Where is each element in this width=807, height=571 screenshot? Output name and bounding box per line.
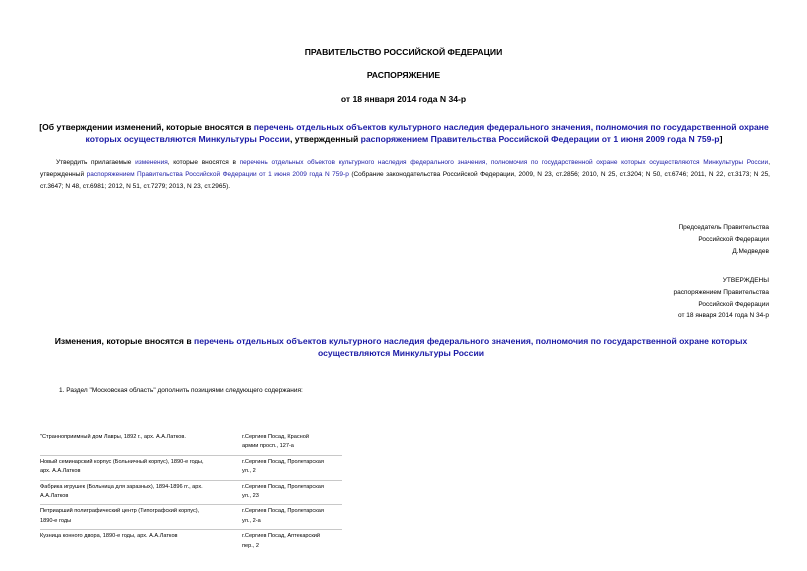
object-name-cell: [40, 455, 242, 480]
object-address-line-1: г.Сергиев Посад, Красной: [242, 434, 309, 440]
object-address-line-1: г.Сергиев Посад, Пролетарская: [242, 508, 324, 515]
approved-line-1: УТВЕРЖДЕНЫ: [722, 277, 769, 284]
object-address-cell: [242, 530, 342, 554]
changes-title-link[interactable]: перечень отдельных объектов культурного наследия федерального значения, полномочия по государственной охране которых осуществляются Минкультуры России: [194, 336, 748, 359]
object-name-cell: [40, 530, 242, 554]
table-row: [40, 433, 342, 455]
object-name: Фабрика игрушек (Больница для заразных), 1894-1896 гг., арх.: [40, 483, 203, 490]
object-address-line-2: армии просп., 127-а: [242, 443, 294, 450]
signature-line-3: Д.Медведев: [732, 247, 769, 255]
changes-title-text: Изменения, которые вносятся в: [54, 336, 194, 346]
object-address-line-2: ул., 2-а: [242, 517, 261, 524]
title-link-list[interactable]: перечень отдельных объектов культурного наследия федерального значения, полномочия по государственной охране которых осуществляются Минкультуры России: [85, 122, 769, 145]
body-text-3: , утвержденный: [40, 159, 770, 179]
object-name-cell: [40, 505, 242, 530]
government-heading: ПРАВИТЕЛЬСТВО РОССИЙСКОЙ ФЕДЕРАЦИИ: [304, 47, 503, 57]
table-row: [40, 455, 342, 480]
signature-line-2: Российской Федерации: [698, 235, 769, 243]
object-address-cell: [242, 480, 342, 505]
signature-block: [519, 222, 769, 257]
body-text-1: Утвердить прилагаемые: [56, 159, 136, 166]
object-address-cell: [242, 505, 342, 530]
object-address-line-1: г.Сергиев Посад, Аптекарский: [242, 533, 321, 540]
body-link-changes[interactable]: изменения: [135, 159, 168, 166]
object-address-line-2: ул., 2: [242, 468, 256, 475]
document-type: РАСПОРЯЖЕНИЕ: [366, 70, 441, 80]
table-row: [40, 480, 342, 505]
object-address-cell: [242, 455, 342, 480]
object-address-line-1: г.Сергиев Посад, Пролетарская: [242, 483, 324, 490]
approved-block: [519, 275, 769, 322]
body-text-2: , которые вносятся в: [167, 159, 240, 166]
object-address-line-2: ул., 23: [242, 493, 259, 500]
body-link-order[interactable]: распоряжением Правительства Российской Федерации от 1 июня 2009 года N 759-р: [86, 171, 349, 179]
objects-table: [40, 433, 342, 554]
object-address-line-1: г.Сергиев Посад, Пролетарская: [242, 458, 324, 465]
object-name: "Странноприимный дом Лавры, 1892 г., арх. А.А.Латков.: [40, 434, 186, 440]
object-address-cell: [242, 433, 342, 455]
object-name-cell: [40, 433, 242, 455]
title-open: [Об утверждении изменений, которые вносятся в: [39, 122, 254, 132]
document-date: от 18 января 2014 года N 34-р: [340, 94, 467, 104]
object-name: Новый семинарский корпус (Больничный корпус), 1890-е годы,: [40, 458, 204, 465]
object-name-cell: [40, 480, 242, 505]
document-title: [28, 121, 780, 146]
object-name: Кузница конного двора, 1890-е годы, арх. А.А.Латков: [40, 533, 178, 540]
approved-line-2: распоряжением Правительства: [673, 288, 769, 296]
object-name-cont: А.А.Латков: [40, 493, 69, 500]
object-address-line-2: пер., 2: [242, 542, 260, 549]
body-paragraph: [40, 157, 770, 194]
approved-line-3: Российской Федерации: [698, 300, 769, 308]
body-text-4: (Собрание законодательства Российской Федерации, 2009, N 23, ст.2856; 2010, N 25, ст.3204; N 50, ст.6746; 2011, N 22, ст.3173; N 25, ст.3647; N 48, ст.6981; 2012, N 51, ст.7279; 2013, N 23, ст.2965).: [40, 171, 770, 191]
object-name-cont: арх. А.А.Латков: [40, 468, 81, 475]
title-close: ]: [719, 134, 723, 145]
approved-line-4: от 18 января 2014 года N 34-р: [678, 312, 769, 320]
body-link-list[interactable]: перечень отдельных объектов культурного наследия федерального значения, полномочия по государственной охране которых осуществляются Минкультуры России: [239, 159, 769, 166]
title-link-order[interactable]: распоряжением Правительства Российской Федерации от 1 июня 2009 года N 759-р: [360, 134, 720, 145]
title-mid: , утвержденный: [289, 134, 361, 145]
object-name-cont: 1890-е годы: [40, 517, 72, 524]
section-instruction: 1. Раздел "Московская область" дополнить позициями следующего содержания:: [59, 387, 303, 394]
table-row: [40, 530, 342, 554]
signature-line-1: Председатель Правительства: [678, 224, 769, 231]
changes-title: [40, 335, 762, 360]
table-row: [40, 505, 342, 530]
object-name: Петриарший полиграфический центр (Типографский корпус),: [40, 508, 200, 515]
